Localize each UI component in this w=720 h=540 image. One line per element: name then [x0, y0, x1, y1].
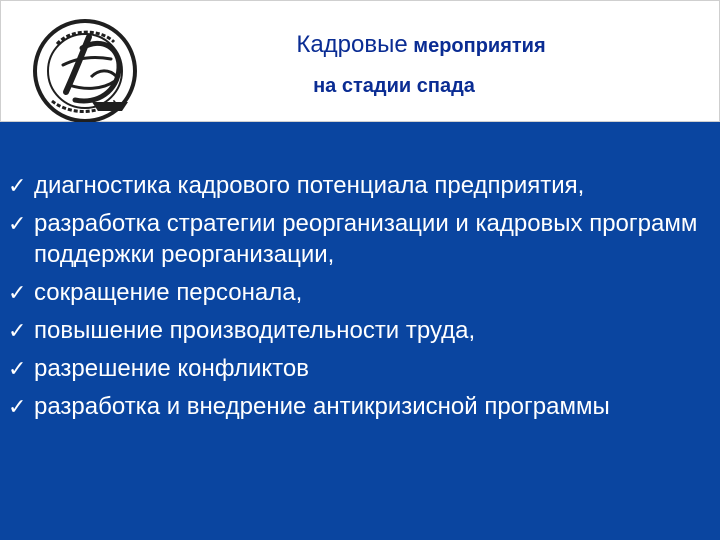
slide-title: [211, 31, 631, 59]
bullet-text-6: разработка и внедрение антикризисной программы: [34, 393, 610, 420]
bullet-text-5: разрешение конфликтов: [34, 355, 309, 382]
slide-title-main: Кадровые: [296, 31, 408, 58]
university-logo: [23, 13, 155, 131]
bullet-text-3: сокращение персонала,: [34, 279, 303, 306]
checkmark-icon: ✓: [8, 280, 27, 305]
bullet-item-5: [8, 353, 713, 384]
checkmark-icon: ✓: [8, 211, 27, 236]
checkmark-icon: ✓: [8, 394, 27, 419]
bullet-text-4: повышение производительности труда,: [34, 317, 476, 344]
slide-header: [0, 0, 720, 122]
bullet-item-2: [8, 208, 713, 270]
bullet-item-3: [8, 277, 713, 308]
bullet-text-1: диагностика кадрового потенциала предприятия,: [34, 172, 585, 199]
bullet-text-2: разработка стратегии реорганизации и кадровых программ поддержки реорганизации,: [34, 210, 698, 268]
checkmark-icon: ✓: [8, 318, 27, 343]
bullet-list: [8, 170, 713, 429]
bullet-item-6: [8, 391, 713, 422]
bullet-item-4: [8, 315, 713, 346]
checkmark-icon: ✓: [8, 173, 27, 198]
slide-title-rest: мероприятия: [407, 35, 546, 57]
bullet-item-1: [8, 170, 713, 201]
slide-subtitle: на стадии спада: [313, 75, 475, 97]
checkmark-icon: ✓: [8, 356, 27, 381]
